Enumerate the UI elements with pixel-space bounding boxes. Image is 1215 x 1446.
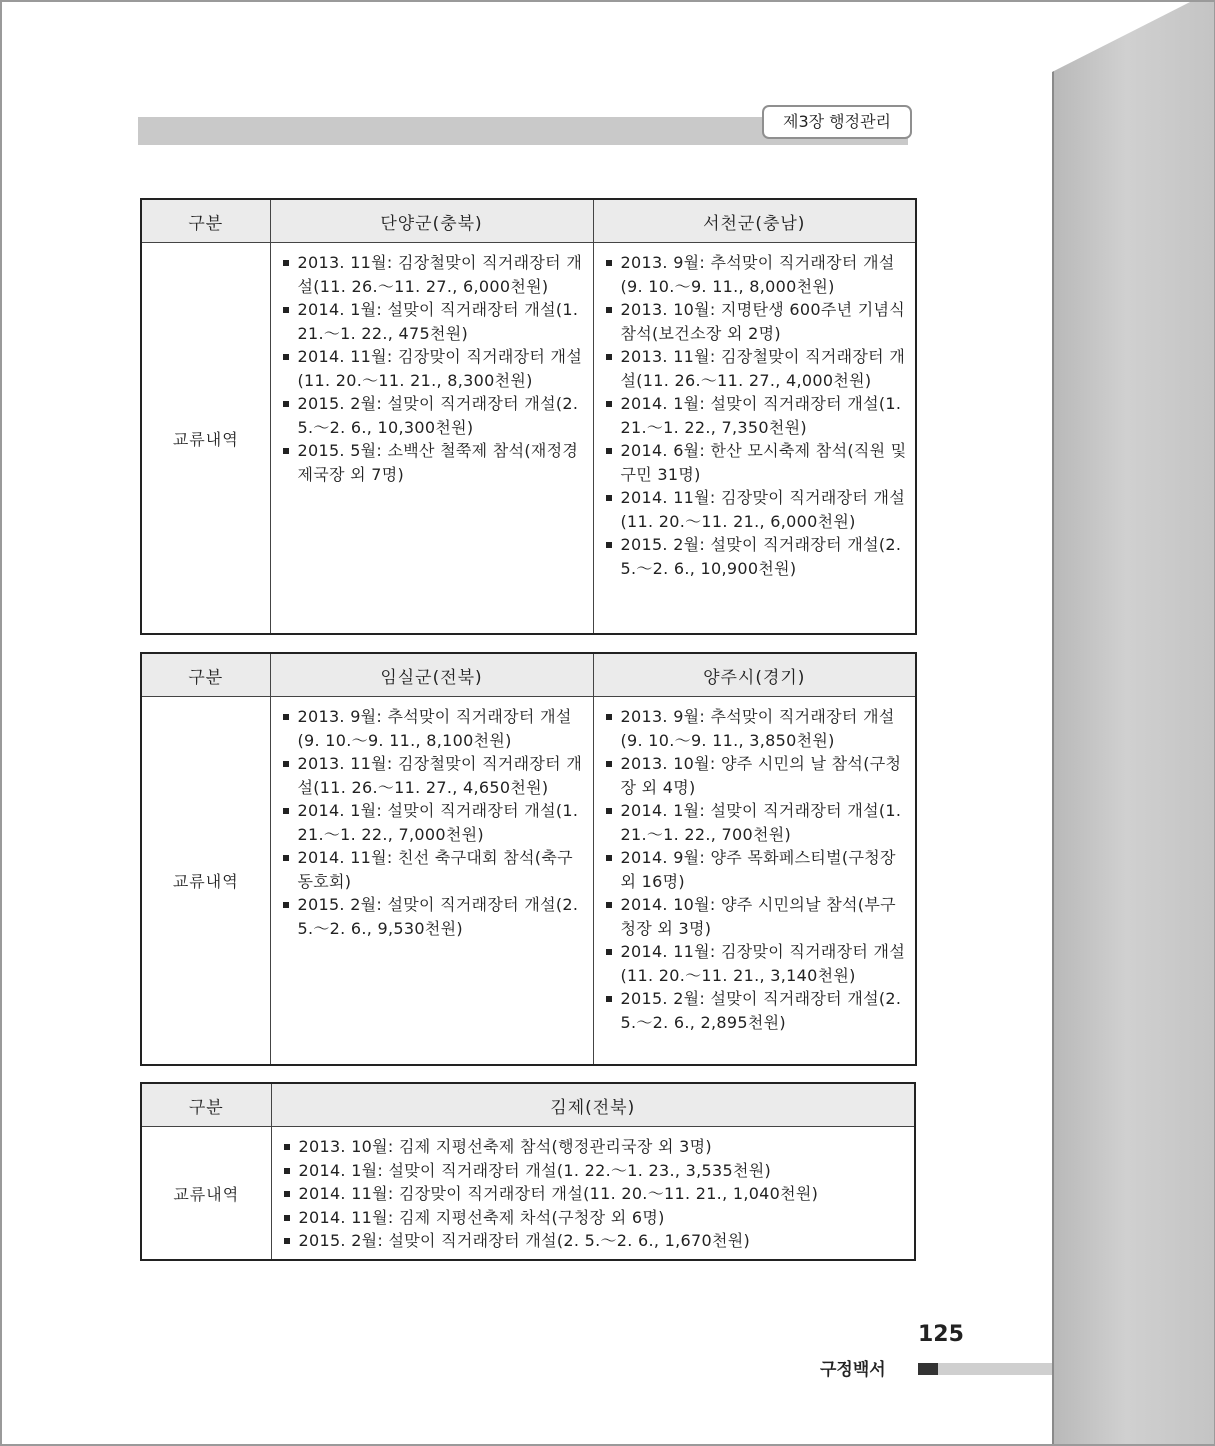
header-region: 단양군(충북): [270, 199, 593, 243]
exchange-table-3: [140, 1082, 916, 1261]
footer-bar: [918, 1363, 1052, 1375]
list-item: 2014. 11월: 친선 축구대회 참석(축구동호회): [277, 846, 587, 893]
exchange-list: [600, 251, 910, 580]
exchange-list: [277, 705, 587, 940]
list-item: 2015. 2월: 설맞이 직거래장터 개설(2. 5.～2. 6., 2,895천원): [600, 987, 910, 1034]
list-item: 2013. 9월: 추석맞이 직거래장터 개설(9. 10.～9. 11., 3,850천원): [600, 705, 910, 752]
list-item: 2014. 9월: 양주 목화페스티벌(구청장 외 16명): [600, 846, 910, 893]
list-item: 2014. 11월: 김제 지평선축제 차석(구청장 외 6명): [278, 1206, 909, 1230]
list-item: 2013. 11월: 김장철맞이 직거래장터 개설(11. 26.～11. 27., 6,000천원): [277, 251, 587, 298]
list-item: 2014. 1월: 설맞이 직거래장터 개설(1. 22.～1. 23., 3,535천원): [278, 1159, 909, 1183]
list-item: 2014. 6월: 한산 모시축제 참석(직원 및 구민 31명): [600, 439, 910, 486]
page-number: 125: [918, 1322, 964, 1347]
list-item: 2014. 1월: 설맞이 직거래장터 개설(1. 21.～1. 22., 700천원): [600, 799, 910, 846]
list-item: 2013. 11월: 김장철맞이 직거래장터 개설(11. 26.～11. 27., 4,650천원): [277, 752, 587, 799]
list-item: 2015. 2월: 설맞이 직거래장터 개설(2. 5.～2. 6., 9,530천원): [277, 893, 587, 940]
exchange-table-2: [140, 652, 917, 1066]
page-curl-corner: [1052, 2, 1190, 72]
list-item: 2013. 11월: 김장철맞이 직거래장터 개설(11. 26.～11. 27., 4,000천원): [600, 345, 910, 392]
table-header-row: [141, 1083, 915, 1127]
exchange-list-cell: [271, 1127, 915, 1261]
table-row: [141, 1127, 915, 1261]
list-item: 2014. 10월: 양주 시민의날 참석(부구청장 외 3명): [600, 893, 910, 940]
book-side-edge: [1052, 2, 1214, 1444]
exchange-list: [600, 705, 910, 1034]
list-item: 2013. 9월: 추석맞이 직거래장터 개설(9. 10.～9. 11., 8,100천원): [277, 705, 587, 752]
chapter-tab: 제3장 행정관리: [762, 105, 912, 139]
list-item: 2013. 9월: 추석맞이 직거래장터 개설(9. 10.～9. 11., 8,000천원): [600, 251, 910, 298]
footer-book-title: 구정백서: [820, 1360, 886, 1380]
list-item: 2014. 11월: 김장맞이 직거래장터 개설(11. 20.～11. 21., 1,040천원): [278, 1182, 909, 1206]
list-item: 2015. 2월: 설맞이 직거래장터 개설(2. 5.～2. 6., 1,670천원): [278, 1229, 909, 1253]
footer-bar-mark: [918, 1363, 938, 1375]
exchange-table-1: [140, 198, 917, 635]
list-item: 2014. 11월: 김장맞이 직거래장터 개설(11. 20.～11. 21., 8,300천원): [277, 345, 587, 392]
category-label: 교류내역: [141, 697, 270, 1066]
header-region: 서천군(충남): [593, 199, 916, 243]
table-row: [141, 243, 916, 635]
header-category: 구분: [141, 199, 270, 243]
list-item: 2015. 2월: 설맞이 직거래장터 개설(2. 5.～2. 6., 10,900천원): [600, 533, 910, 580]
list-item: 2014. 1월: 설맞이 직거래장터 개설(1. 21.～1. 22., 7,350천원): [600, 392, 910, 439]
list-item: 2015. 2월: 설맞이 직거래장터 개설(2. 5.～2. 6., 10,300천원): [277, 392, 587, 439]
table-header-row: [141, 199, 916, 243]
exchange-list-cell: [593, 697, 916, 1066]
exchange-list: [277, 251, 587, 486]
category-label: 교류내역: [141, 1127, 271, 1261]
table-header-row: [141, 653, 916, 697]
exchange-list-cell: [270, 697, 593, 1066]
category-label: 교류내역: [141, 243, 270, 635]
header-region: 임실군(전북): [270, 653, 593, 697]
exchange-list-cell: [270, 243, 593, 635]
header-region: 김제(전북): [271, 1083, 915, 1127]
exchange-list-cell: [593, 243, 916, 635]
header-category: 구분: [141, 653, 270, 697]
list-item: 2014. 1월: 설맞이 직거래장터 개설(1. 21.～1. 22., 7,000천원): [277, 799, 587, 846]
list-item: 2014. 11월: 김장맞이 직거래장터 개설(11. 20.～11. 21., 3,140천원): [600, 940, 910, 987]
exchange-list: [278, 1135, 909, 1253]
list-item: 2014. 11월: 김장맞이 직거래장터 개설(11. 20.～11. 21., 6,000천원): [600, 486, 910, 533]
list-item: 2013. 10월: 김제 지평선축제 참석(행정관리국장 외 3명): [278, 1135, 909, 1159]
header-region: 양주시(경기): [593, 653, 916, 697]
list-item: 2013. 10월: 양주 시민의 날 참석(구청장 외 4명): [600, 752, 910, 799]
header-category: 구분: [141, 1083, 271, 1127]
list-item: 2015. 5월: 소백산 철쭉제 참석(재정경제국장 외 7명): [277, 439, 587, 486]
list-item: 2013. 10월: 지명탄생 600주년 기념식 참석(보건소장 외 2명): [600, 298, 910, 345]
list-item: 2014. 1월: 설맞이 직거래장터 개설(1. 21.～1. 22., 475천원): [277, 298, 587, 345]
table-row: [141, 697, 916, 1066]
